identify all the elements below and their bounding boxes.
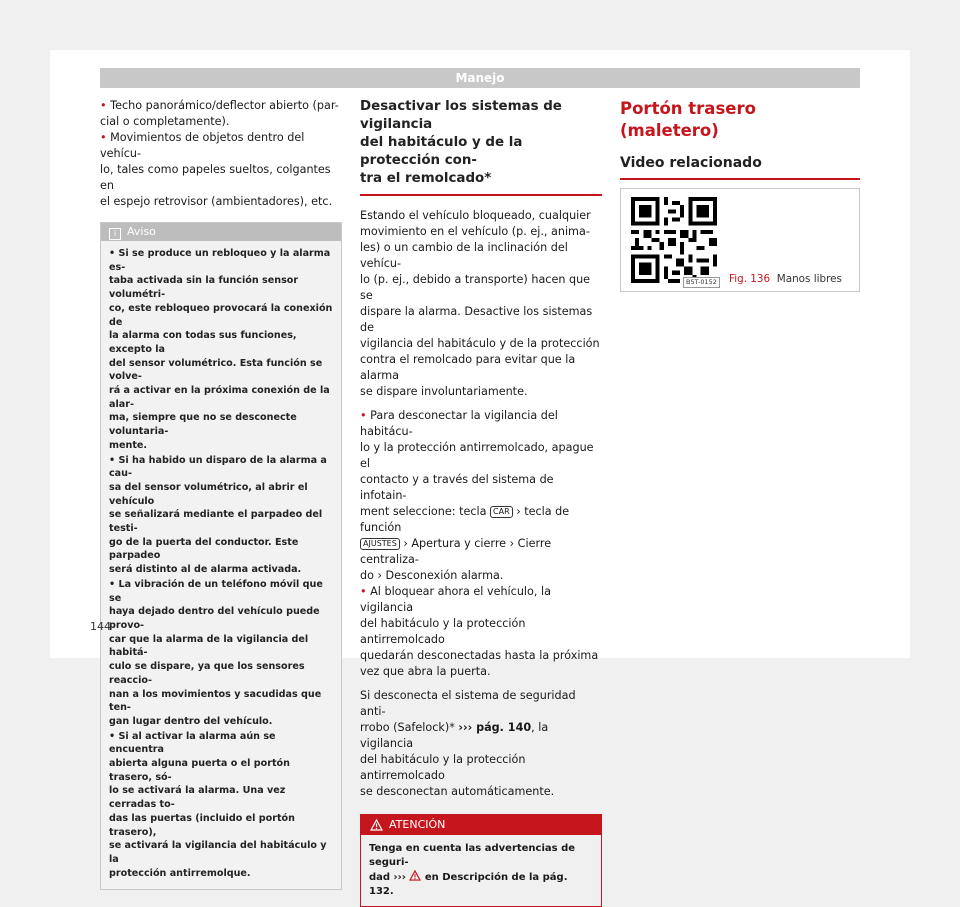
bullet-item: • Al bloquear ahora el vehículo, la vigilancia del habitáculo y la protección antirremolcado quedarán desconectadas hasta la próxima vez que abra la puerta. [360, 585, 599, 678]
figure-box [620, 188, 860, 292]
bullet-icon: • [360, 585, 371, 598]
paragraph: Si desconecta el sistema de seguridad anti- rrobo (Safelock)* ››› pág. 140, la vigilancia del habitáculo y la protección antirremolcado se desconectan automáticamente. [360, 689, 576, 798]
figure-label: Fig. 136 [729, 273, 771, 285]
page-number: 144 [90, 620, 111, 633]
bullet-icon: • [109, 578, 119, 590]
atencion-body: Tenga en cuenta las advertencias de seguri- dad ››› en Descripción de la pág. 132. [369, 843, 576, 897]
bullet-icon: • [109, 454, 119, 466]
bullet-icon: • [360, 409, 371, 422]
column-middle [360, 98, 602, 907]
paragraph: Estando el vehículo bloqueado, cualquier movimiento en el vehículo (p. ej., anima- les) o un cambio de la inclinación del vehícu- lo (p. ej., debido a transporte) hacen que se dispare la alarma. Desactive los sistemas de vigilancia del habitáculo y de la protección contra el remolcado para evitar que la alarma se dispare involuntariamente. [360, 209, 600, 398]
bullet-item: • Movimientos de objetos dentro del vehícu- lo, tales como papeles sueltos, colgantes en el espejo retrovisor (ambientadores), etc. [100, 131, 333, 208]
bullet-icon: • [109, 730, 119, 742]
page [50, 50, 910, 897]
aviso-item: • Si al activar la alarma aún se encuentra abierta alguna puerta o el portón trasero, só- lo se activará la alarma. Una vez cerradas to- das las puertas (incluido el portón trasero), se activará la vigilancia del habitáculo y la protección antirremolque. [109, 730, 327, 879]
bullet-icon: • [109, 248, 119, 259]
heading-divider [360, 194, 602, 196]
aviso-item: • Si ha habido un disparo de la alarma a cau- sa del sensor volumétrico, al abrir el vehículo se señalizará mediante el parpadeo del testi- go de la puerta del conductor. Este parpadeo será distinto al de alarma activada. [109, 454, 327, 576]
figure-code: B5T-0152 [683, 277, 720, 288]
atencion-header: ATENCIÓN [361, 815, 601, 835]
figure-caption: Fig. 136 Manos libres [729, 273, 842, 285]
column-right [620, 98, 860, 292]
car-key: CAR [490, 506, 513, 518]
aviso-item: • Si se produce un rebloqueo y la alarma es- taba activada sin la función sensor volumétri- co, este rebloqueo provocará la conexión de la alarma con todas sus funciones, excepto la del sensor volumétrico. Esta función se volve- rá a activar en la próxima conexión de la alar- ma, siempre que no se desconecte voluntaria- mente. [109, 248, 333, 451]
aviso-box [100, 222, 342, 890]
atencion-box [360, 814, 602, 907]
ajustes-key: AJUSTES [360, 538, 400, 550]
section-title: Portón trasero (maletero) [620, 99, 756, 140]
qr-code-icon[interactable] [631, 197, 717, 283]
bullet-icon: • [100, 99, 111, 112]
section-subtitle: Video relacionado [620, 155, 762, 171]
section-heading: Desactivar los sistemas de vigilancia del habitáculo y de la protección con- tra el remolcado* [360, 99, 562, 186]
aviso-header: i Aviso [101, 223, 341, 241]
page-reference-link[interactable]: ››› pág. 140 [458, 721, 532, 734]
bullet-icon: • [100, 131, 111, 144]
aviso-item: • La vibración de un teléfono móvil que se haya dejado dentro del vehículo puede provo- car que la alarma de la vigilancia del habitá- culo se dispare, ya que los sensores reaccio- nan a los movimientos y sacudidas que ten- gan lugar dentro del vehículo. [109, 578, 323, 727]
subtitle-divider [620, 178, 860, 180]
page-header: Manejo [100, 68, 860, 88]
aviso-body [101, 241, 341, 889]
bullet-item: • Para desconectar la vigilancia del habitácu- lo y la protección antirremolcado, apague el contacto y a través del sistema de infotain- ment seleccione: tecla CAR › tecla de función AJUSTES › Apertura y cierre › Cierre centraliza- do › Desconexión alarma. [360, 409, 594, 582]
warning-icon [409, 870, 421, 881]
info-icon: i [109, 228, 121, 240]
bullet-item: • Techo panorámico/deflector abierto (par- cial o completamente). [100, 99, 339, 128]
warning-icon [370, 819, 383, 831]
column-left [100, 98, 342, 890]
